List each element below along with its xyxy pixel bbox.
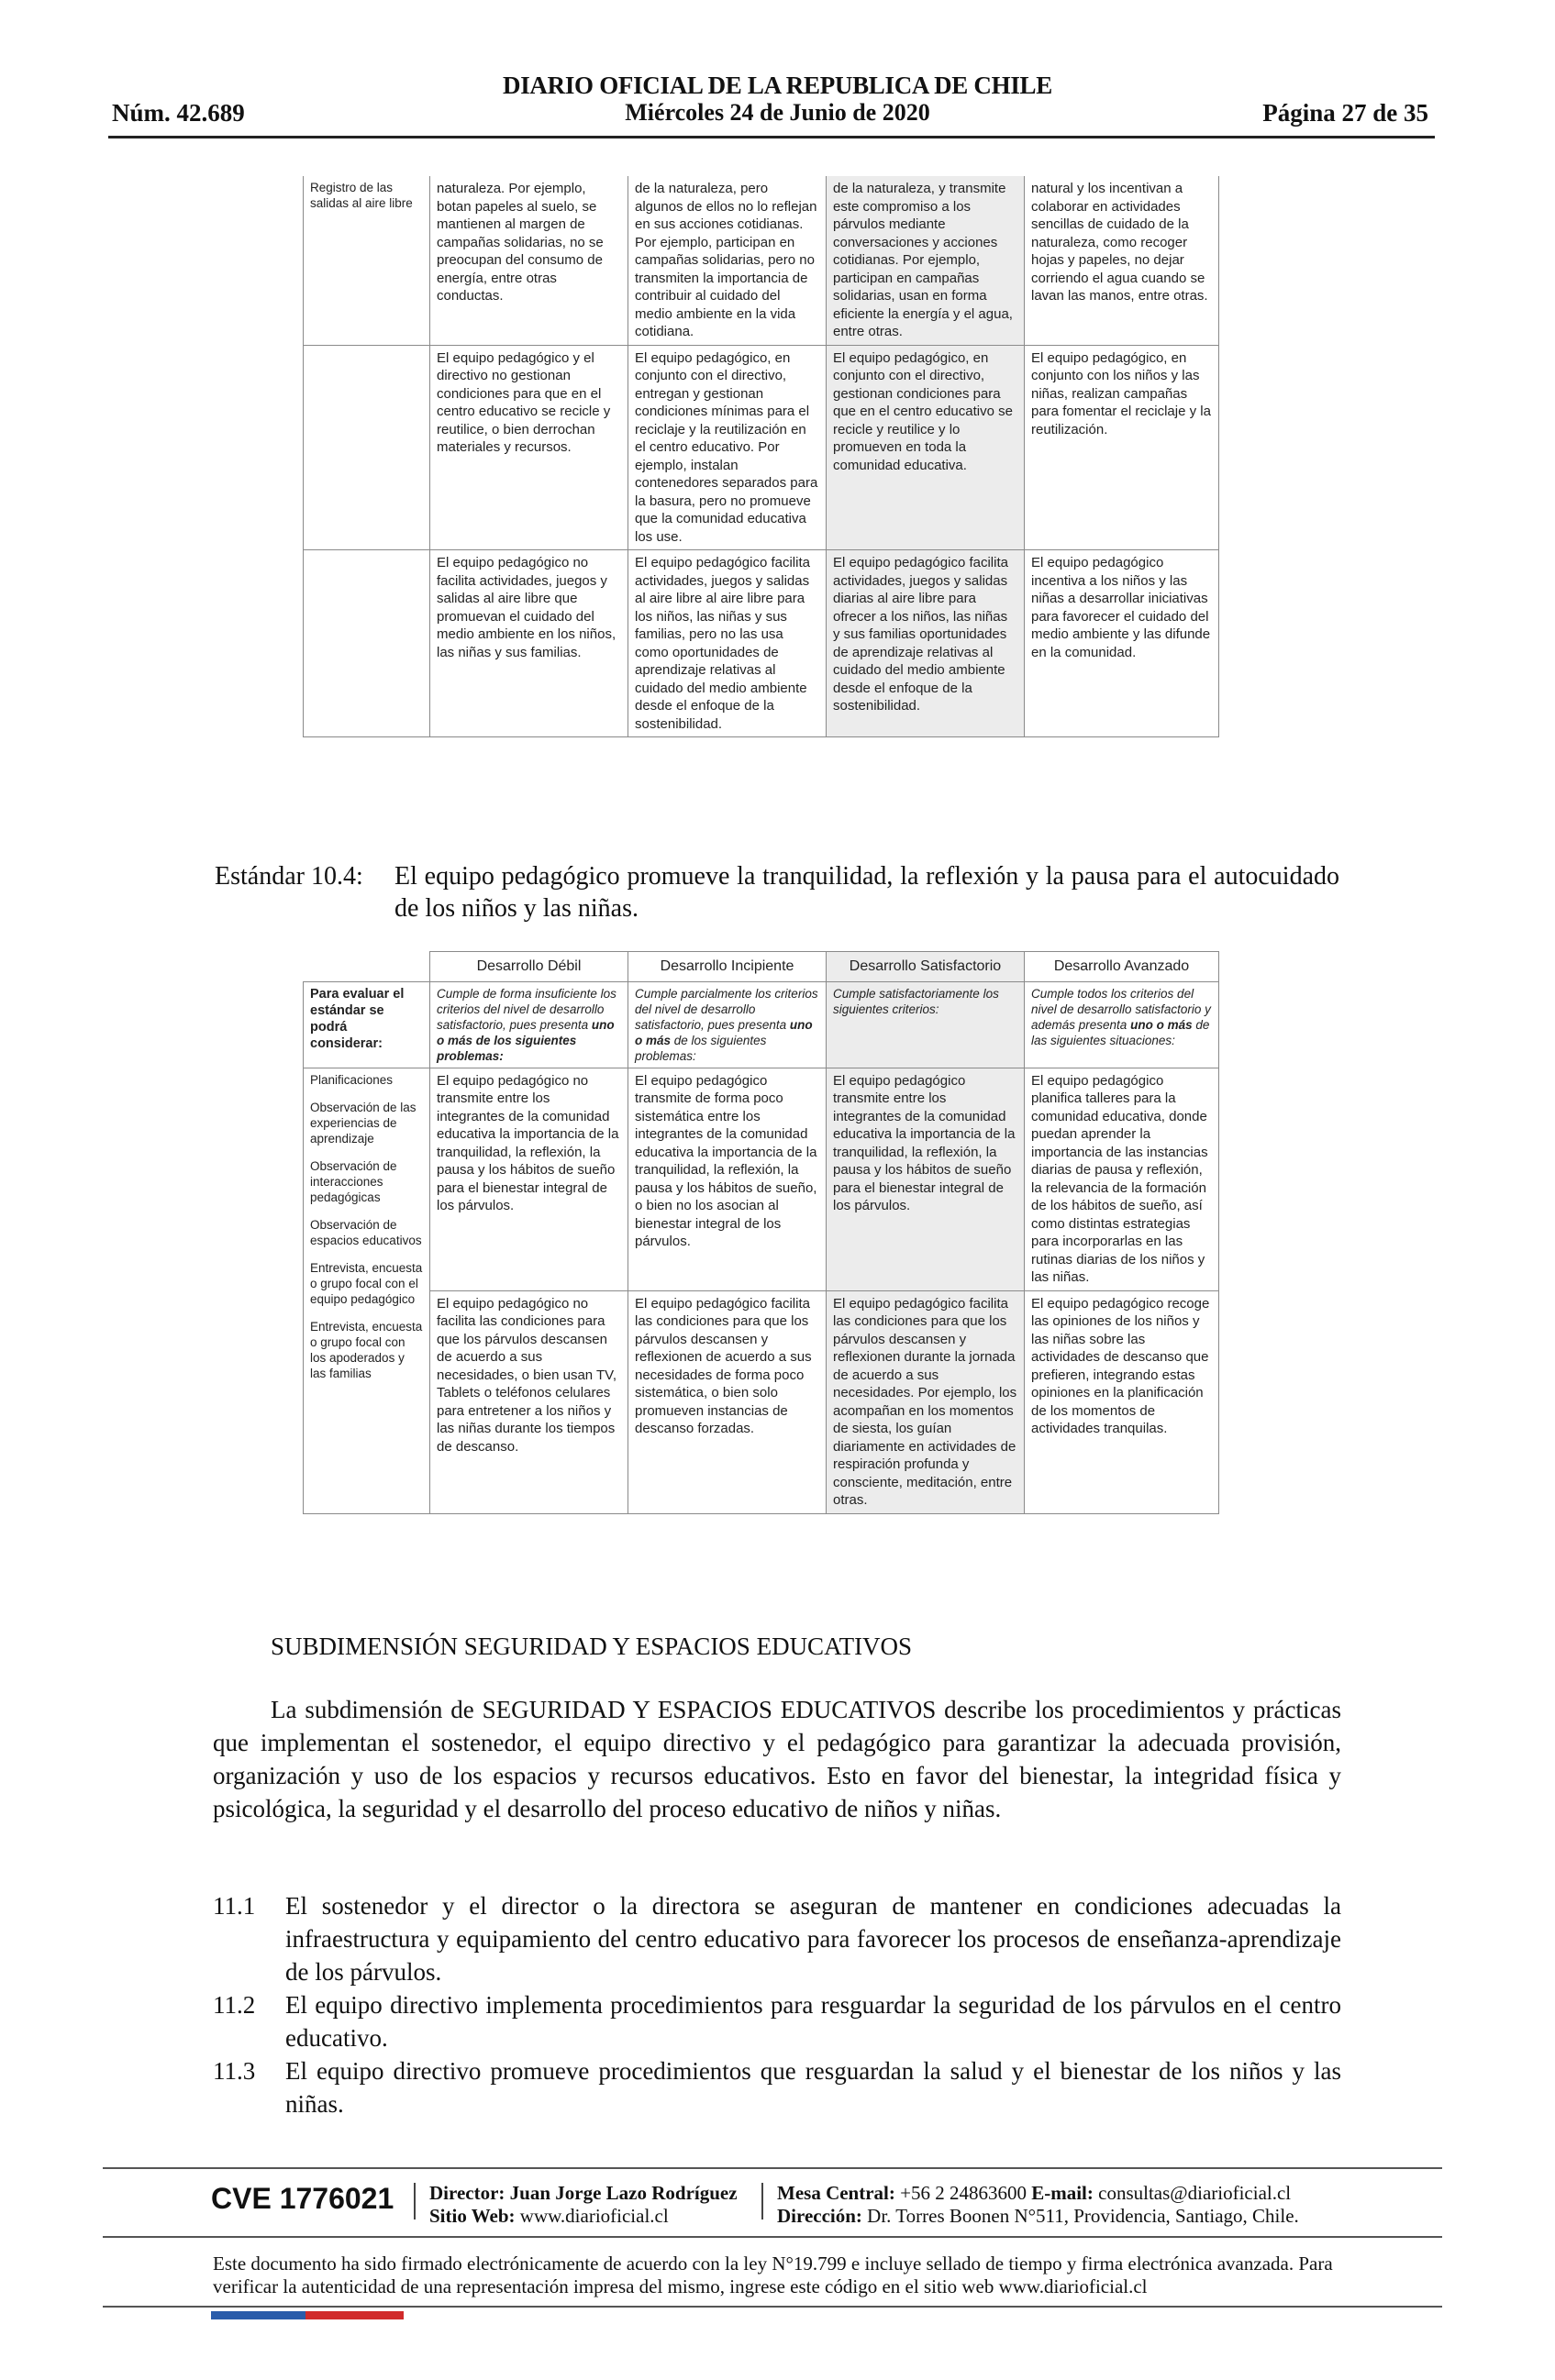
item-text: El equipo directivo implementa procedimientos para resguardar la seguridad de los párvulos en el centro educativo.: [285, 1991, 1341, 2052]
item-text: El equipo directivo promueve procedimientos que resguardan la salud y el bienestar de los niños y las niñas.: [285, 2057, 1341, 2118]
level-cell-satisfactorio: El equipo pedagógico, en conjunto con el directivo, gestionan condiciones para que en el centro educativo se recicle y reutilice y lo promueven en toda la comunidad educativa.: [827, 345, 1025, 550]
footer-contact-block: Mesa Central: +56 2 24863600 E-mail: consultas@diarioficial.cl Dirección: Dr. Torres Boonen N°511, Providencia, Santiago, Chile.: [777, 2182, 1299, 2227]
level-cell-incipiente: El equipo pedagógico facilita actividades, juegos y salidas al aire libre al aire libre para los niños, las niñas y sus familias, pero no las usa como oportunidades de aprendizaje relativas al cuidado del medio ambiente desde el enfoque de la sostenibilidad.: [628, 550, 827, 737]
list-item: [213, 2054, 1341, 2120]
flag-stripe-red: [305, 2311, 404, 2319]
footer-divider-bottom: [103, 2306, 1442, 2308]
criteria-avanzado: Cumple todos los criterios del nivel de desarrollo satisfactorio y además presenta uno o más de las siguientes situaciones:: [1025, 981, 1219, 1068]
evidence-sources: [304, 1068, 430, 1513]
level-cell-avanzado: El equipo pedagógico, en conjunto con los niños y las niñas, realizan campañas para fomentar el reciclaje y la reutilización.: [1025, 345, 1219, 550]
table-row: [304, 1290, 1219, 1513]
column-header: Desarrollo Avanzado: [1025, 952, 1219, 982]
header-divider: [108, 136, 1435, 138]
level-cell-debil: El equipo pedagógico no transmite entre los integrantes de la comunidad educativa la importancia de la tranquilidad, la reflexión, la pausa y los hábitos de sueño para el bienestar integral de los párvulos.: [430, 1068, 628, 1290]
subdimension-paragraph: La subdimensión de SEGURIDAD Y ESPACIOS EDUCATIVOS describe los procedimientos y prácticas que implementan el sostenedor, el equipo directivo y el pedagógico para garantizar la adecuada provisión, organización y uso de los espacios y recursos educativos. Esto en favor del bienestar, la integridad física y psicológica, la seguridad y el desarrollo del proceso educativo de niños y niñas.: [213, 1696, 1341, 1822]
item-number: 11.3: [213, 2057, 256, 2085]
level-cell-incipiente: de la naturaleza, pero algunos de ellos no lo reflejan en sus acciones cotidianas. Por ejemplo, participan en campañas solidarias, pero no transmiten la importancia de contribuir al cuidado del medio ambiente en la vida cotidiana.: [628, 176, 827, 345]
level-cell-avanzado: El equipo pedagógico incentiva a los niños y las niñas a desarrollar iniciativas para favorecer el cuidado del medio ambiente y las difunde en la comunidad.: [1025, 550, 1219, 737]
level-cell-debil: El equipo pedagógico no facilita actividades, juegos y salidas al aire libre que promuevan el cuidado del medio ambiente en los niños, las niñas y sus familias.: [430, 550, 628, 737]
criteria-row: [304, 981, 1219, 1068]
evidence-source: [304, 345, 430, 550]
list-item: [213, 1889, 1341, 1988]
level-cell-incipiente: El equipo pedagógico transmite de forma poco sistemática entre los integrantes de la comunidad educativa la importancia de la tranquilidad, la reflexión, la pausa y los hábitos de sueño, o bien no los asocian al bienestar integral de los párvulos.: [628, 1068, 827, 1290]
item-number: 11.1: [213, 1892, 256, 1920]
footer-director-block: Director: Juan Jorge Lazo Rodríguez Sitio Web: www.diarioficial.cl: [429, 2182, 738, 2227]
evidence-source: Entrevista, encuesta o grupo focal con los apoderados y las familias: [310, 1319, 423, 1380]
level-cell-satisfactorio: El equipo pedagógico facilita actividades, juegos y salidas diarias al aire libre para ofrecer a los niños, las niñas y sus familias oportunidades de aprendizaje relativas al cuidado del medio ambiente desde el enfoque de la sostenibilidad.: [827, 550, 1025, 737]
cve-code: CVE 1776021: [211, 2182, 394, 2215]
issue-number: Núm. 42.689: [112, 99, 245, 127]
legal-notice: Este documento ha sido firmado electrónicamente de acuerdo con la ley N°19.799 e incluye sellado de tiempo y firma electrónica avanzada. Para verificar la autenticidad de una representación impresa del mismo, ingrese este código en el sitio web www.diarioficial.cl: [213, 2253, 1333, 2297]
subdimension-title: SUBDIMENSIÓN SEGURIDAD Y ESPACIOS EDUCATIVOS: [271, 1633, 913, 1660]
level-cell-satisfactorio: El equipo pedagógico transmite entre los integrantes de la comunidad educativa la importancia de la tranquilidad, la reflexión, la pausa y los hábitos de sueño para el bienestar integral de los párvulos.: [827, 1068, 1025, 1290]
evidence-source: Registro de las salidas al aire libre: [304, 176, 430, 345]
column-header: Desarrollo Satisfactorio: [827, 952, 1025, 982]
page-number: Página 27 de 35: [1262, 99, 1428, 127]
footer-divider-middle: [103, 2236, 1442, 2238]
footer-separator: [414, 2183, 416, 2219]
footer-divider-top: [103, 2167, 1442, 2169]
issue-date: Miércoles 24 de Junio de 2020: [625, 99, 930, 126]
evidence-source: Planificaciones: [310, 1072, 394, 1087]
table-row: [304, 1068, 1219, 1290]
level-cell-debil: naturaleza. Por ejemplo, botan papeles al suelo, se mantienen al margen de campañas solidarias, no se preocupan del consumo de energía, entre otras conductas.: [430, 176, 628, 345]
criteria-satisfactorio: Cumple satisfactoriamente los siguientes criterios:: [827, 981, 1025, 1068]
level-cell-avanzado: El equipo pedagógico recoge las opiniones de los niños y las niñas sobre las actividades de descanso que prefieren, integrando estas opiniones en la planificación de los momentos de actividades tranquilas.: [1025, 1290, 1219, 1513]
evidence-source: Observación de las experiencias de aprendizaje: [310, 1100, 417, 1146]
evidence-source: Observación de interacciones pedagógicas: [310, 1158, 397, 1204]
newspaper-title: DIARIO OFICIAL DE LA REPUBLICA DE CHILE: [503, 72, 1052, 99]
empty-corner: [304, 952, 430, 982]
criteria-debil: Cumple de forma insuficiente los criterios del nivel de desarrollo satisfactorio, pues presenta uno o más de los siguientes problemas:: [430, 981, 628, 1068]
address: Dr. Torres Boonen N°511, Providencia, Santiago, Chile.: [867, 2205, 1299, 2227]
footer-separator: [761, 2183, 763, 2219]
flag-stripe-blue: [211, 2311, 305, 2319]
table-row: [304, 345, 1219, 550]
standard-10-4-table: [303, 951, 1219, 1514]
standard-heading: [215, 860, 1339, 924]
level-cell-avanzado: El equipo pedagógico planifica talleres para la comunidad educativa, donde puedan aprender la importancia de las instancias diarias de pausa y reflexión, la relevancia de la formación de los hábitos de sueño, así como distintas estrategias para incorporarlas en las rutinas diarias de los niños y las niñas.: [1025, 1068, 1219, 1290]
standard-label: Estándar 10.4:: [215, 862, 363, 891]
standard-table-continued: [303, 176, 1219, 737]
phone-number: +56 2 24863600: [900, 2182, 1027, 2204]
standard-text: El equipo pedagógico promueve la tranquilidad, la reflexión y la pausa para el autocuidado de los niños y las niñas.: [394, 862, 1339, 923]
criteria-incipiente: Cumple parcialmente los criterios del nivel de desarrollo satisfactorio, pues presenta uno o más de los siguientes problemas:: [628, 981, 827, 1068]
table-header-row: [304, 952, 1219, 982]
table-row: [304, 550, 1219, 737]
consider-label: Para evaluar el estándar se podrá considerar:: [304, 981, 430, 1068]
item-text: El sostenedor y el director o la directora se aseguran de mantener en condiciones adecuadas la infraestructura y equipamiento del centro educativo para favorecer los procesos de enseñanza-aprendizaje de los párvulos.: [285, 1892, 1341, 1986]
column-header: Desarrollo Débil: [430, 952, 628, 982]
level-cell-incipiente: El equipo pedagógico facilita las condiciones para que los párvulos descansen y reflexionen de acuerdo a sus necesidades de forma poco sistemática, o bien solo promueven instancias de descanso forzadas.: [628, 1290, 827, 1513]
standards-list: [213, 1889, 1341, 2120]
evidence-source: Entrevista, encuesta o grupo focal con el equipo pedagógico: [310, 1260, 423, 1306]
level-cell-satisfactorio: de la naturaleza, y transmite este compromiso a los párvulos mediante conversaciones y acciones cotidianas. Por ejemplo, participan en campañas solidarias, usan en forma eficiente la energía y el agua, entre otras.: [827, 176, 1025, 345]
evidence-source: [304, 550, 430, 737]
list-item: [213, 1988, 1341, 2054]
table-row: [304, 176, 1219, 345]
director-name: Juan Jorge Lazo Rodríguez: [509, 2182, 738, 2204]
level-cell-debil: El equipo pedagógico y el directivo no gestionan condiciones para que en el centro educativo se recicle y reutilice, o bien derrochan materiales y recursos.: [430, 345, 628, 550]
email-link[interactable]: consultas@diarioficial.cl: [1098, 2182, 1292, 2204]
item-number: 11.2: [213, 1991, 256, 2019]
level-cell-satisfactorio: El equipo pedagógico facilita las condiciones para que los párvulos descansen y reflexionen durante la jornada de acuerdo a sus necesidades. Por ejemplo, los acompañan en los momentos de siesta, los guían diariamente en actividades de respiración profunda y consciente, meditación, entre otras.: [827, 1290, 1025, 1513]
level-cell-incipiente: El equipo pedagógico, en conjunto con el directivo, entregan y gestionan condiciones mínimas para el reciclaje y la reutilización en el centro educativo. Por ejemplo, instalan contenedores separados para la basura, pero no promueve que la comunidad educativa los use.: [628, 345, 827, 550]
website-link[interactable]: www.diarioficial.cl: [519, 2205, 669, 2227]
column-header: Desarrollo Incipiente: [628, 952, 827, 982]
evidence-source: Observación de espacios educativos: [310, 1217, 422, 1247]
level-cell-debil: El equipo pedagógico no facilita las condiciones para que los párvulos descansen de acuerdo a sus necesidades, o bien usan TV, Tablets o teléfonos celulares para entretener a los niños y las niñas durante los tiempos de descanso.: [430, 1290, 628, 1513]
level-cell-avanzado: natural y los incentivan a colaborar en actividades sencillas de cuidado de la naturaleza, como recoger hojas y papeles, no dejar corriendo el agua cuando se lavan las manos, entre otras.: [1025, 176, 1219, 345]
